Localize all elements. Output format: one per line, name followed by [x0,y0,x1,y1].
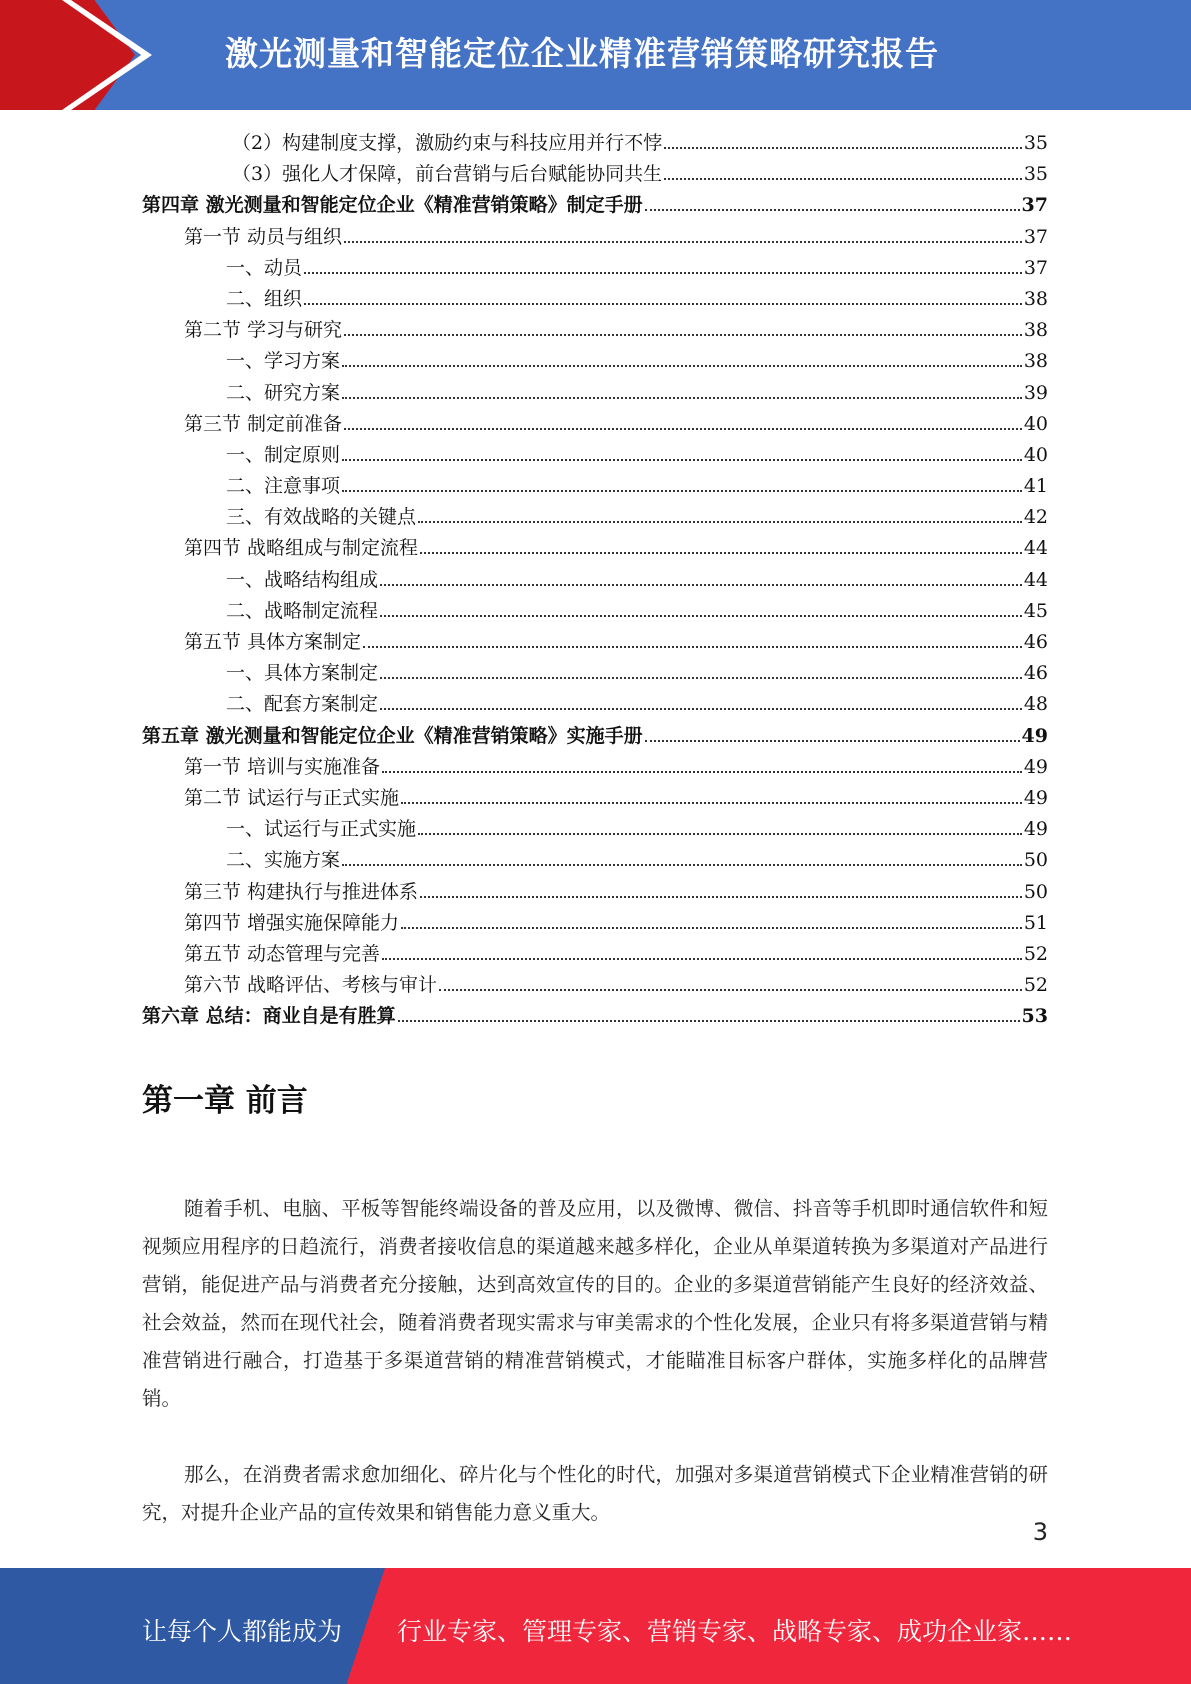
toc-entry[interactable] [142,378,1048,409]
toc-entry-page: 40 [1023,443,1048,466]
page-header [0,0,1191,110]
toc-dot-leader [380,583,1022,586]
toc-entry-page: 49 [1023,755,1048,778]
toc-entry[interactable] [142,970,1048,1001]
footer-slogan-left: 让每个人都能成为 [142,1617,343,1646]
toc-entry-page: 49 [1023,786,1048,809]
toc-dot-leader [401,801,1022,804]
body-paragraph-1: 随着手机、电脑、平板等智能终端设备的普及应用，以及微博、微信、抖音等手机即时通信软件和短视频应用程序的日趋流行，消费者接收信息的渠道越来越多样化，企业从单渠道转换为多渠道对产品进行营销，能促进产品与消费者充分接触，达到高效宣传的目的。企业的多渠道营销能产生良好的经济效益、社会效益，然而在现代社会，随着消费者现实需求与审美需求的个性化发展，企业只有将多渠道营销与精准营销进行融合，打造基于多渠道营销的精准营销模式，才能瞄准目标客户群体，实施多样化的品牌营销。 [142,1196,1048,1410]
toc-dot-leader [418,832,1022,835]
toc-entry-page: 45 [1023,599,1048,622]
toc-entry[interactable] [142,939,1048,970]
toc-entry-title: 二、注意事项 [226,475,341,498]
toc-dot-leader [363,645,1022,648]
toc-dot-leader [664,146,1022,149]
toc-entry-page: 35 [1023,132,1048,154]
toc-dot-leader [344,427,1022,430]
toc-entry-title: 二、实施方案 [226,849,341,872]
toc-entry-title: 第三节 构建执行与推进体系 [184,880,419,903]
toc-dot-leader [344,240,1022,243]
toc-entry[interactable] [142,1001,1048,1032]
toc-dot-leader [304,271,1022,274]
toc-entry[interactable] [142,721,1048,752]
toc-entry-title: 第六章 总结：商业自是有胜算 [142,1005,396,1028]
toc-entry-title: 第五节 动态管理与完善 [184,942,381,965]
toc-dot-leader [342,489,1022,492]
toc-entry-page: 48 [1023,693,1048,716]
toc-entry[interactable] [142,845,1048,876]
toc-entry[interactable] [142,222,1048,253]
table-of-contents [142,128,1048,1032]
toc-entry-page: 50 [1023,880,1048,903]
toc-entry[interactable] [142,409,1048,440]
page-footer [0,1568,1191,1684]
toc-entry[interactable] [142,565,1048,596]
toc-entry[interactable] [142,502,1048,533]
toc-entry-title: 第一节 培训与实施准备 [184,755,381,778]
report-title: 激光测量和智能定位企业精准营销策略研究报告 [225,34,939,73]
toc-entry[interactable] [142,908,1048,939]
toc-entry-title: 第五章 激光测量和智能定位企业《精准营销策略》实施手册 [142,724,643,747]
toc-entry-page: 49 [1023,818,1048,841]
toc-entry[interactable] [142,752,1048,783]
toc-dot-leader [418,520,1022,523]
toc-dot-leader [420,551,1022,554]
page-number: 3 [1032,1518,1048,1546]
toc-entry-page: 52 [1023,974,1048,997]
toc-entry-page: 39 [1023,381,1048,404]
toc-dot-leader [342,458,1022,461]
footer-slogan-right: 行业专家、管理专家、营销专家、战略专家、成功企业家…… [397,1617,1073,1646]
toc-dot-leader [304,302,1022,305]
toc-entry-page: 41 [1023,475,1048,498]
toc-dot-leader [401,926,1022,929]
toc-dot-leader [645,208,1020,211]
toc-entry-title: 二、研究方案 [226,381,341,404]
toc-entry-title: 第三节 制定前准备 [184,412,343,435]
toc-dot-leader [342,396,1022,399]
toc-entry-page: 51 [1023,911,1048,934]
toc-entry-title: （2）构建制度支撑，激励约束与科技应用并行不悖 [232,132,663,154]
toc-entry-page: 53 [1021,1005,1048,1028]
toc-entry-title: 第四节 战略组成与制定流程 [184,537,419,560]
toc-entry-title: 第五节 具体方案制定 [184,631,362,653]
toc-entry[interactable] [142,159,1048,190]
toc-entry[interactable] [142,658,1048,689]
toc-entry[interactable] [142,315,1048,346]
toc-dot-leader [398,1019,1020,1022]
toc-entry-page: 38 [1023,319,1048,342]
toc-entry-page: 46 [1023,662,1048,685]
toc-entry-page: 37 [1021,194,1048,217]
toc-entry[interactable] [142,814,1048,845]
toc-entry-title: 二、配套方案制定 [226,693,379,716]
chapter-heading: 第一章 前言 [142,1083,308,1119]
toc-entry[interactable] [142,440,1048,471]
toc-dot-leader [382,957,1022,960]
toc-entry-page: 35 [1023,163,1048,186]
toc-entry-title: 第六节 战略评估、考核与审计 [184,974,438,997]
toc-entry-page: 49 [1021,724,1048,747]
toc-entry[interactable] [142,471,1048,502]
toc-entry-page: 42 [1023,506,1048,529]
toc-dot-leader [439,988,1022,991]
toc-entry-page: 46 [1023,631,1048,653]
toc-dot-leader [342,863,1022,866]
toc-entry-title: 二、组织 [226,287,303,310]
toc-dot-leader [380,707,1022,710]
toc-dot-leader [380,614,1022,617]
toc-entry-page: 37 [1023,225,1048,248]
toc-entry-page: 52 [1023,942,1048,965]
toc-entry[interactable] [142,627,1048,658]
toc-entry[interactable] [142,190,1048,221]
toc-entry-page: 44 [1023,537,1048,560]
toc-dot-leader [420,895,1022,898]
toc-dot-leader [380,676,1022,679]
toc-entry-title: 一、具体方案制定 [226,662,379,685]
toc-entry-title: 第二节 学习与研究 [184,319,343,342]
toc-entry-title: 第二节 试运行与正式实施 [184,786,400,809]
toc-dot-leader [382,770,1022,773]
toc-entry-title: 一、动员 [226,256,303,279]
toc-entry[interactable] [142,533,1048,564]
toc-entry-title: 一、战略结构组成 [226,568,379,591]
toc-entry-title: 一、学习方案 [226,350,341,373]
toc-entry[interactable] [142,128,1048,159]
toc-entry[interactable] [142,783,1048,814]
toc-entry-title: 三、有效战略的关键点 [226,506,417,529]
toc-entry[interactable] [142,253,1048,284]
toc-entry-page: 40 [1023,412,1048,435]
toc-entry-page: 38 [1023,287,1048,310]
toc-entry-page: 44 [1023,568,1048,591]
toc-dot-leader [645,739,1020,742]
toc-entry[interactable] [142,284,1048,315]
toc-dot-leader [664,177,1022,180]
toc-entry[interactable] [142,689,1048,720]
toc-entry-page: 37 [1023,256,1048,279]
toc-entry-title: 一、制定原则 [226,443,341,466]
toc-entry[interactable] [142,596,1048,627]
toc-dot-leader [344,333,1022,336]
toc-entry-title: 第一节 动员与组织 [184,225,343,248]
toc-entry-title: （3）强化人才保障，前台营销与后台赋能协同共生 [232,163,663,186]
toc-entry-title: 一、试运行与正式实施 [226,818,417,841]
toc-entry-title: 二、战略制定流程 [226,599,379,622]
toc-entry-page: 38 [1023,350,1048,373]
toc-entry-title: 第四节 增强实施保障能力 [184,911,400,934]
toc-entry[interactable] [142,346,1048,377]
toc-entry-title: 第四章 激光测量和智能定位企业《精准营销策略》制定手册 [142,194,643,217]
toc-entry-page: 50 [1023,849,1048,872]
body-paragraph-2: 那么，在消费者需求愈加细化、碎片化与个性化的时代，加强对多渠道营销模式下企业精准营销的研究，对提升企业产品的宣传效果和销售能力意义重大。 [142,1462,1048,1524]
toc-dot-leader [342,364,1022,367]
header-red-arrow-shape [0,0,135,110]
toc-entry[interactable] [142,877,1048,908]
